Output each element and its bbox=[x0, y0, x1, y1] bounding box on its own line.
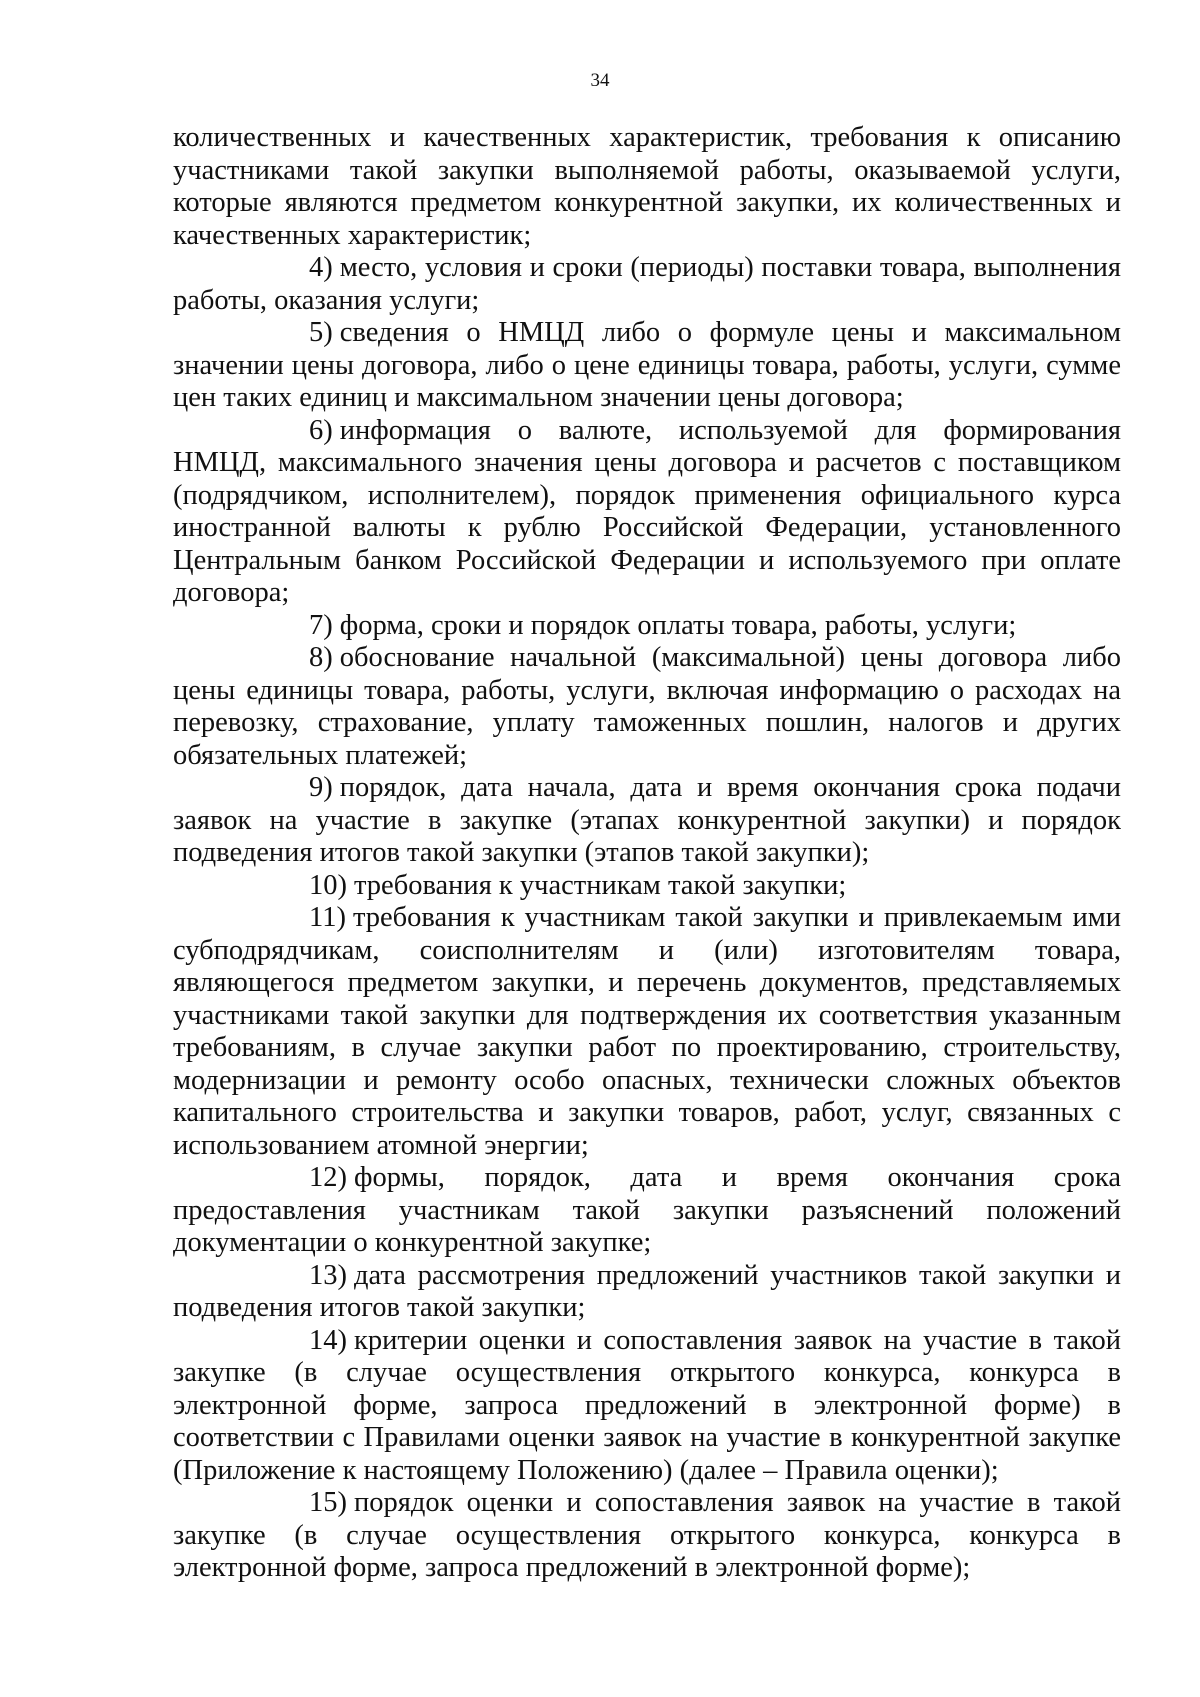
list-item-text: критерии оценки и сопоставления заявок на участие в такой закупке (в случае осуществления открытого конкурса, конкурса в электронной форме, запроса предложений в электронной форме) в соответствии с Правилами оценки заявок на участие в конкурентной закупке (Приложение к настоящему Положению) (далее – Правила оценки); bbox=[173, 1324, 1121, 1486]
list-item-text: порядок оценки и сопоставления заявок на участие в такой закупке (в случае осуществления открытого конкурса, конкурса в электронной форме, запроса предложений в электронной форме); bbox=[173, 1487, 1121, 1583]
list-item-number: 14) bbox=[309, 1324, 347, 1356]
list-item-number: 9) bbox=[309, 772, 333, 803]
list-item bbox=[173, 772, 1121, 870]
list-item bbox=[173, 642, 1121, 772]
list-item bbox=[173, 610, 1121, 643]
list-item-number: 4) bbox=[309, 252, 333, 283]
list-item-text: формы, порядок, дата и время окончания срока предоставления участникам такой закупки разъяснений положений документации о конкурентной закупке; bbox=[173, 1162, 1121, 1258]
list-item-text: дата рассмотрения предложений участников такой закупки и подведения итогов такой закупки; bbox=[173, 1259, 1121, 1323]
list-item-text: порядок, дата начала, дата и время окончания срока подачи заявок на участие в закупке (этапах конкурентной закупки) и порядок подведения итогов такой закупки (этапов такой закупки); bbox=[173, 772, 1121, 868]
list-item-number: 10) bbox=[309, 869, 347, 901]
page-number: 34 bbox=[590, 70, 610, 91]
list-item bbox=[173, 415, 1121, 610]
list-item bbox=[173, 870, 1121, 903]
list-item-text: сведения о НМЦД либо о формуле цены и максимальном значении цены договора, либо о цене единицы товара, работы, услуги, сумме цен таких единиц и максимальном значении цены договора; bbox=[173, 317, 1121, 413]
list-item bbox=[173, 1487, 1121, 1585]
paragraph-continuation bbox=[173, 122, 1121, 252]
paragraph-text: количественных и качественных характеристик, требования к описанию участниками такой закупки выполняемой работы, оказываемой услуги, которые являются предметом конкурентной закупки, их количественных и качественных характеристик; bbox=[173, 122, 1121, 251]
list-item-text: обоснование начальной (максимальной) цены договора либо цены единицы товара, работы, услуги, включая информацию о расходах на перевозку, страхование, уплату таможенных пошлин, налогов и других обязательных платежей; bbox=[173, 642, 1121, 771]
list-item-text: информация о валюте, используемой для формирования НМЦД, максимального значения цены договора и расчетов с поставщиком (подрядчиком, исполнителем), порядок применения официального курса иностранной валюты к рублю Российской Федерации, установленного Центральным банком Российской Федерации и используемого при оплате договора; bbox=[173, 414, 1121, 608]
list-item-text: требования к участникам такой закупки и привлекаемым ими субподрядчикам, соисполнителям и (или) изготовителям товара, являющегося предметом закупки, и перечень документов, представляемых участниками такой закупки для подтверждения их соответствия указанным требованиям, в случае закупки работ по проектированию, строительству, модернизации и ремонту особо опасных, технически сложных объектов капитального строительства и закупки товаров, работ, услуг, связанных с использованием атомной энергии; bbox=[173, 902, 1121, 1161]
list-item bbox=[173, 252, 1121, 317]
list-item-number: 5) bbox=[309, 317, 333, 348]
list-item-number: 8) bbox=[309, 642, 333, 673]
list-item-number: 15) bbox=[309, 1487, 347, 1518]
list-item-number: 6) bbox=[309, 414, 333, 446]
list-item-text: требования к участникам такой закупки; bbox=[354, 869, 847, 901]
list-item bbox=[173, 902, 1121, 1162]
list-item-number: 7) bbox=[309, 609, 333, 641]
list-item-number: 11) bbox=[309, 902, 346, 933]
list-item-text: место, условия и сроки (периоды) поставки товара, выполнения работы, оказания услуги; bbox=[173, 252, 1121, 316]
document-body bbox=[173, 122, 1121, 1585]
list-item bbox=[173, 317, 1121, 415]
list-item bbox=[173, 1260, 1121, 1325]
list-item-text: форма, сроки и порядок оплаты товара, работы, услуги; bbox=[339, 609, 1017, 641]
list-item bbox=[173, 1162, 1121, 1260]
list-item bbox=[173, 1325, 1121, 1488]
list-item-number: 12) bbox=[309, 1162, 347, 1193]
list-item-number: 13) bbox=[309, 1259, 347, 1291]
